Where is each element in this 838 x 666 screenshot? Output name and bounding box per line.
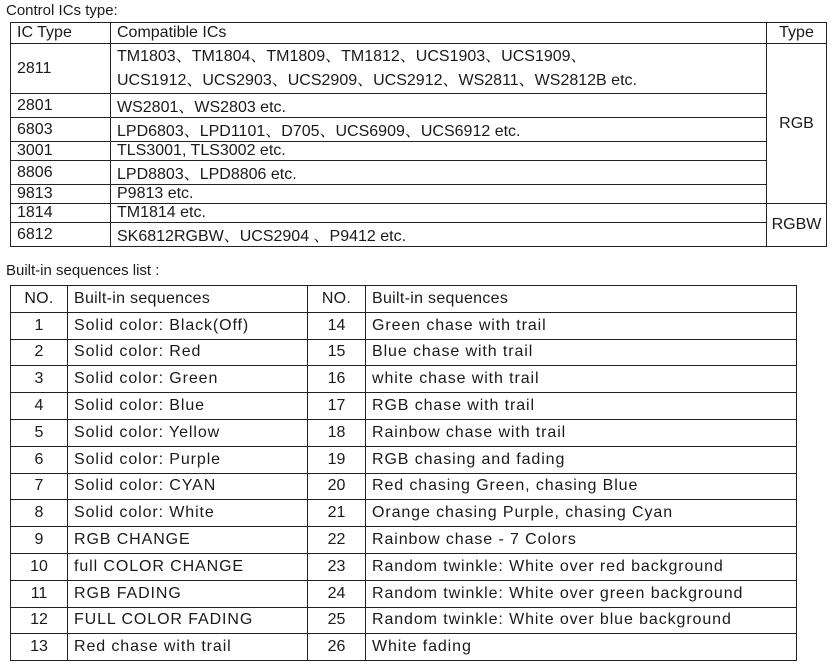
sequence-number: 24 xyxy=(308,580,366,607)
ic-row xyxy=(11,223,827,247)
sequence-row xyxy=(11,580,797,607)
sequence-number: 4 xyxy=(11,393,68,420)
compatible-ics-line: UCS1912、UCS2903、UCS2909、UCS2912、WS2811、WS2812B etc. xyxy=(117,71,637,89)
sequence-header: Built-in sequences xyxy=(68,286,308,313)
compatible-ics-cell: P9813 etc. xyxy=(111,185,767,204)
sequence-name: Orange chasing Purple, chasing Cyan xyxy=(366,500,797,527)
sequence-number: 16 xyxy=(308,366,366,393)
ic-type-cell: 8806 xyxy=(11,161,111,185)
sequence-number: 18 xyxy=(308,419,366,446)
sequence-name: Solid color: Red xyxy=(68,339,308,366)
ic-row xyxy=(11,44,827,94)
sequence-number: 17 xyxy=(308,393,366,420)
sequence-number: 9 xyxy=(11,527,68,554)
sequence-name: Random twinkle: White over red background xyxy=(366,553,797,580)
sequence-number: 20 xyxy=(308,473,366,500)
sequence-number: 2 xyxy=(11,339,68,366)
sequences-heading: Built-in sequences list : xyxy=(6,262,160,279)
sequence-name: Random twinkle: White over blue background xyxy=(366,607,797,634)
sequence-name: Green chase with trail xyxy=(366,312,797,339)
sequence-number: 10 xyxy=(11,553,68,580)
sequence-row xyxy=(11,419,797,446)
ic-type-cell: 9813 xyxy=(11,185,111,204)
sequence-name: RGB chase with trail xyxy=(366,393,797,420)
type-rgbw-cell: RGBW xyxy=(767,204,827,247)
ic-type-cell: 3001 xyxy=(11,142,111,161)
compatible-ics-cell: SK6812RGBW、UCS2904 、P9412 etc. xyxy=(111,223,767,247)
compatible-ics-cell: LPD6803、LPD1101、D705、UCS6909、UCS6912 etc. xyxy=(111,118,767,142)
sequence-number: 5 xyxy=(11,419,68,446)
sequence-name: RGB CHANGE xyxy=(68,527,308,554)
sequence-name: Solid color: Yellow xyxy=(68,419,308,446)
sequence-name: Rainbow chase with trail xyxy=(366,419,797,446)
control-ics-heading: Control ICs type: xyxy=(6,2,118,19)
ic-row xyxy=(11,204,827,223)
sequence-header: Built-in sequences xyxy=(366,286,797,313)
sequence-number: 6 xyxy=(11,446,68,473)
ic-type-header: IC Type xyxy=(11,23,111,44)
no-header: NO. xyxy=(308,286,366,313)
sequence-name: Solid color: Green xyxy=(68,366,308,393)
compatible-ics-cell xyxy=(111,44,767,94)
sequence-number: 3 xyxy=(11,366,68,393)
ic-row xyxy=(11,161,827,185)
ic-row xyxy=(11,185,827,204)
sequence-row xyxy=(11,473,797,500)
sequence-name: RGB chasing and fading xyxy=(366,446,797,473)
sequence-number: 12 xyxy=(11,607,68,634)
type-header: Type xyxy=(767,23,827,44)
sequence-name: RGB FADING xyxy=(68,580,308,607)
compatible-ics-cell: WS2801、WS2803 etc. xyxy=(111,94,767,118)
ic-type-cell: 1814 xyxy=(11,204,111,223)
sequence-number: 13 xyxy=(11,634,68,661)
sequence-row xyxy=(11,607,797,634)
sequence-row xyxy=(11,366,797,393)
sequence-row xyxy=(11,527,797,554)
sequence-name: Solid color: Black(Off) xyxy=(68,312,308,339)
sequence-name: full COLOR CHANGE xyxy=(68,553,308,580)
compatible-ics-line: TM1803、TM1804、TM1809、TM1812、UCS1903、UCS1909、 xyxy=(117,47,587,65)
ic-row xyxy=(11,118,827,142)
sequence-name: FULL COLOR FADING xyxy=(68,607,308,634)
sequence-row xyxy=(11,553,797,580)
type-rgb-cell: RGB xyxy=(767,44,827,204)
sequence-name: Solid color: Blue xyxy=(68,393,308,420)
ic-type-cell: 6812 xyxy=(11,223,111,247)
sequence-name: Blue chase with trail xyxy=(366,339,797,366)
sequences-table xyxy=(10,285,797,661)
sequence-name: Random twinkle: White over green background xyxy=(366,580,797,607)
compatible-ics-cell: TLS3001, TLS3002 etc. xyxy=(111,142,767,161)
ic-type-cell: 2811 xyxy=(11,44,111,94)
control-ics-table xyxy=(10,22,827,247)
ic-type-cell: 2801 xyxy=(11,94,111,118)
sequence-number: 14 xyxy=(308,312,366,339)
sequence-row xyxy=(11,393,797,420)
sequence-row xyxy=(11,446,797,473)
sequence-number: 8 xyxy=(11,500,68,527)
ic-row xyxy=(11,142,827,161)
compatible-ics-header: Compatible ICs xyxy=(111,23,767,44)
sequences-header-row xyxy=(11,286,797,313)
sequence-number: 15 xyxy=(308,339,366,366)
sequence-number: 1 xyxy=(11,312,68,339)
sequence-row xyxy=(11,634,797,661)
sequence-name: White fading xyxy=(366,634,797,661)
sequence-name: Solid color: Purple xyxy=(68,446,308,473)
sequence-name: white chase with trail xyxy=(366,366,797,393)
sequence-name: Red chasing Green, chasing Blue xyxy=(366,473,797,500)
sequence-row xyxy=(11,500,797,527)
sequence-name: Red chase with trail xyxy=(68,634,308,661)
sequence-number: 22 xyxy=(308,527,366,554)
sequence-row xyxy=(11,339,797,366)
sequence-name: Rainbow chase - 7 Colors xyxy=(366,527,797,554)
ic-type-cell: 6803 xyxy=(11,118,111,142)
sequence-number: 25 xyxy=(308,607,366,634)
sequence-number: 7 xyxy=(11,473,68,500)
ic-header-row xyxy=(11,23,827,44)
sequence-row xyxy=(11,312,797,339)
ic-row xyxy=(11,94,827,118)
sequence-name: Solid color: White xyxy=(68,500,308,527)
sequence-number: 26 xyxy=(308,634,366,661)
sequence-name: Solid color: CYAN xyxy=(68,473,308,500)
no-header: NO. xyxy=(11,286,68,313)
compatible-ics-cell: LPD8803、LPD8806 etc. xyxy=(111,161,767,185)
compatible-ics-cell: TM1814 etc. xyxy=(111,204,767,223)
sequence-number: 19 xyxy=(308,446,366,473)
sequence-number: 23 xyxy=(308,553,366,580)
sequence-number: 21 xyxy=(308,500,366,527)
sequence-number: 11 xyxy=(11,580,68,607)
